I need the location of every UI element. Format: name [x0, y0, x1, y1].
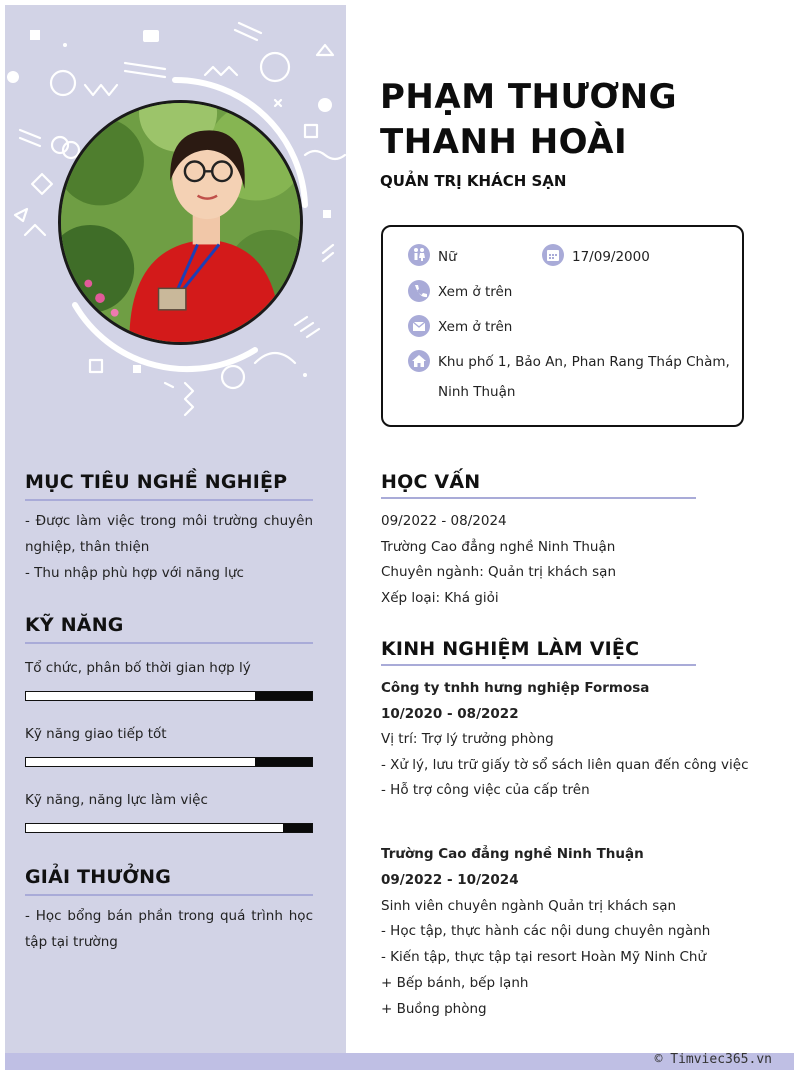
skills-divider: [25, 642, 313, 644]
email-value: Xem ở trên: [438, 319, 513, 335]
gender-value: Nữ: [438, 249, 457, 265]
skill-bar-fill: [283, 824, 312, 832]
objective-text-1: - Được làm việc trong môi trường chuyên nghiệp, thân thiện: [25, 513, 313, 555]
awards-title: GIẢI THƯỞNG: [25, 866, 172, 888]
job-1-line-2: - Xử lý, lưu trữ giấy tờ sổ sách liên quan đến công việc: [381, 756, 749, 773]
skill-label-2: Kỹ năng giao tiếp tốt: [25, 726, 167, 742]
skill-bar-1: [25, 691, 313, 701]
job-1-company: Công ty tnhh hưng nghiệp Formosa: [381, 680, 650, 696]
experience-job-2: [381, 842, 710, 1023]
skills-title: KỸ NĂNG: [25, 614, 124, 636]
job-2-company: Trường Cao đẳng nghề Ninh Thuận: [381, 846, 644, 862]
job-1-line-1: Vị trí: Trợ lý trưởng phòng: [381, 731, 554, 747]
education-grade: Xếp loại: Khá giỏi: [381, 589, 499, 606]
job-2-line-2: - Học tập, thực hành các nội dung chuyên ngành: [381, 923, 711, 940]
skill-label-1: Tổ chức, phân bố thời gian hợp lý: [25, 660, 251, 676]
skill-label-3: Kỹ năng, năng lực làm việc: [25, 792, 208, 808]
job-1-period: 10/2020 - 08/2022: [381, 705, 519, 722]
address-line-2: Ninh Thuận: [438, 384, 516, 400]
job-2-line-1: Sinh viên chuyên ngành Quản trị khách sạn: [381, 897, 677, 914]
calendar-icon: [542, 244, 564, 266]
skill-bar-3: [25, 823, 313, 833]
job-title: QUẢN TRỊ KHÁCH SẠN: [380, 172, 567, 190]
phone-icon: [408, 280, 430, 302]
experience-job-1: [381, 676, 749, 804]
skill-bar-fill: [255, 758, 312, 766]
name-line-2: THANH HOÀI: [380, 122, 628, 162]
contact-box: [381, 225, 744, 427]
name-line-1: PHẠM THƯƠNG: [380, 77, 677, 117]
job-2-line-4: + Bếp bánh, bếp lạnh: [381, 974, 529, 991]
awards-divider: [25, 894, 313, 896]
job-2-line-5: + Buồng phòng: [381, 1000, 487, 1017]
objective-divider: [25, 499, 313, 501]
sidebar: [5, 5, 346, 1055]
experience-title: KINH NGHIỆM LÀM VIỆC: [381, 638, 640, 660]
phone-value: Xem ở trên: [438, 284, 513, 300]
footer-credit: © Timviec365.vn: [654, 1052, 772, 1067]
full-name: [380, 75, 677, 165]
home-icon: [408, 350, 430, 372]
email-icon: [408, 315, 430, 337]
education-period: 09/2022 - 08/2024: [381, 513, 507, 529]
education-details: [381, 509, 616, 611]
awards-text-1: - Học bổng bán phần trong quá trình học tập tại trường: [25, 908, 313, 950]
education-major: Chuyên ngành: Quản trị khách sạn: [381, 564, 616, 580]
job-2-period: 09/2022 - 10/2024: [381, 871, 519, 888]
skill-bar-fill: [255, 692, 312, 700]
profile-photo: [58, 100, 303, 345]
address-line-1: Khu phố 1, Bảo An, Phan Rang Tháp Chàm,: [438, 354, 730, 370]
portrait-image: [61, 103, 300, 342]
objective-title: MỤC TIÊU NGHỀ NGHIỆP: [25, 471, 288, 493]
birthday-value: 17/09/2000: [572, 249, 650, 265]
education-school: Trường Cao đẳng nghề Ninh Thuận: [381, 538, 616, 555]
job-2-line-3: - Kiến tập, thực tập tại resort Hoàn Mỹ Ninh Chử: [381, 949, 707, 966]
gender-icon: [408, 244, 430, 266]
education-title: HỌC VẤN: [381, 471, 481, 493]
skill-bar-2: [25, 757, 313, 767]
objective-text-2: - Thu nhập phù hợp với năng lực: [25, 565, 244, 581]
job-1-line-3: - Hỗ trợ công việc của cấp trên: [381, 782, 590, 798]
experience-divider: [381, 664, 696, 666]
education-divider: [381, 497, 696, 499]
